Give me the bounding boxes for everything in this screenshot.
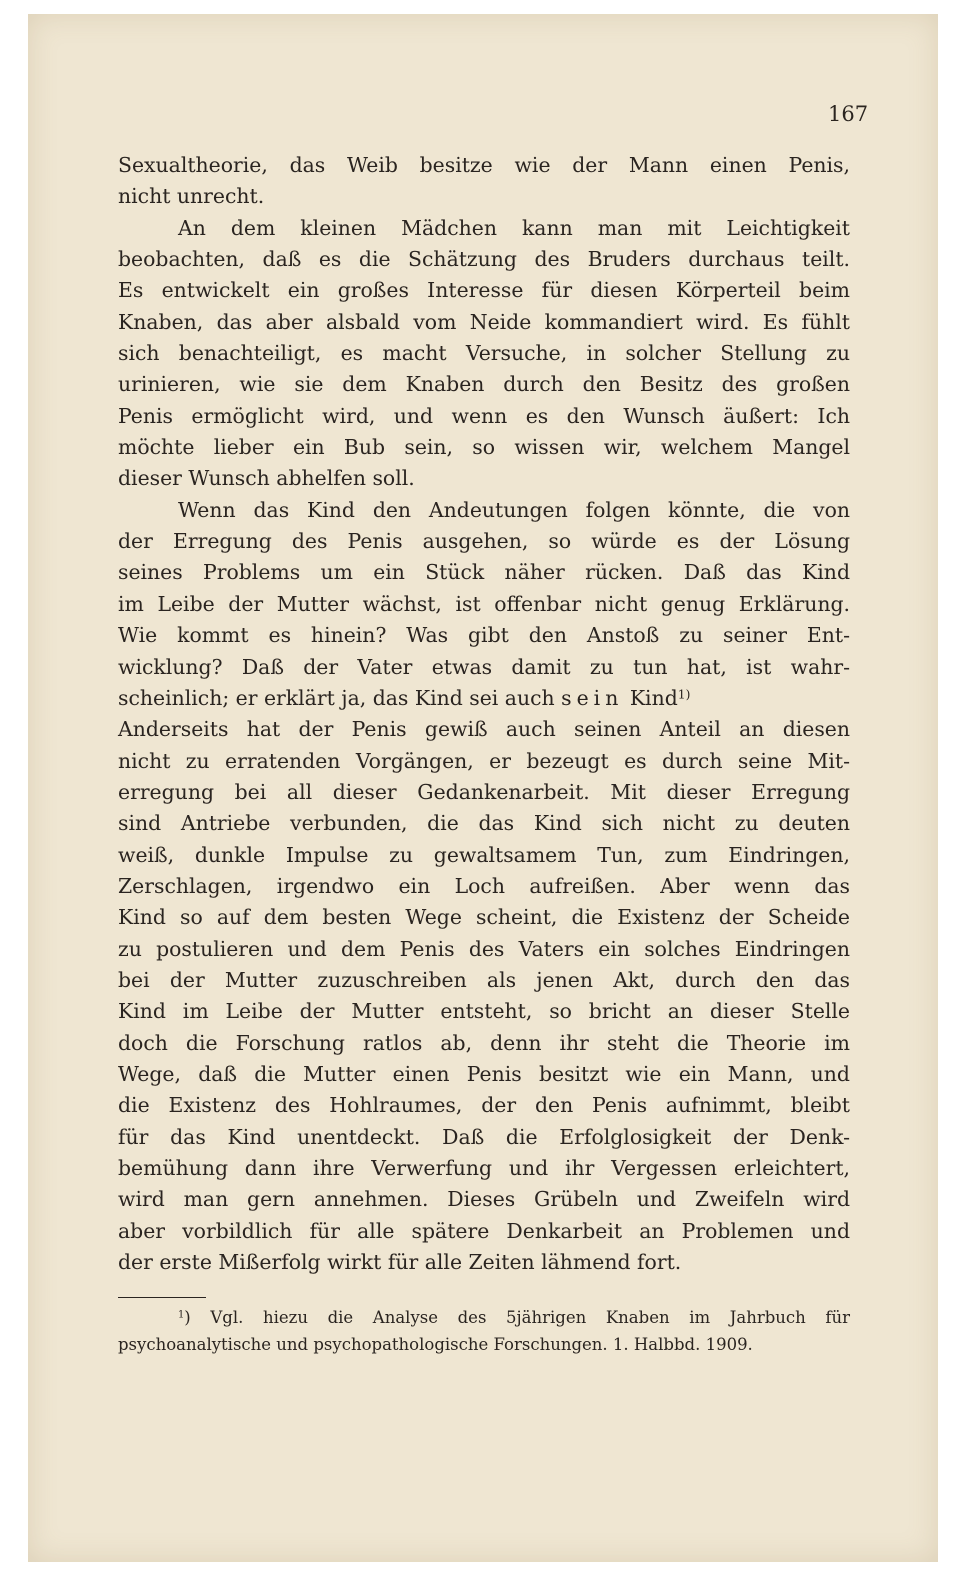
text-line: im Leibe der Mutter wächst, ist offenbar nicht genug Erklärung. xyxy=(118,591,850,616)
text-line: die Existenz des Hohlraumes, der den Penis aufnimmt, bleibt xyxy=(118,1093,850,1118)
text-line: sich benachteiligt, es macht Versuche, in solcher Stellung zu xyxy=(118,341,850,366)
text-line: für das Kind unentdeckt. Daß die Erfolglosigkeit der Denk- xyxy=(118,1124,850,1149)
text-line: der Erregung des Penis ausgehen, so würde es der Lösung xyxy=(118,529,850,554)
footnote-divider xyxy=(118,1297,206,1298)
text-fragment: Kind xyxy=(629,685,678,710)
footnote-line: psychoanalytische und psychopathologische Forschungen. 1. Halbbd. 1909. xyxy=(118,1335,753,1354)
body-text xyxy=(118,150,850,1278)
text-line: Wege, daß die Mutter einen Penis besitzt wie ein Mann, und xyxy=(118,1061,850,1086)
text-line: Kind im Leibe der Mutter entsteht, so bricht an dieser Stelle xyxy=(118,999,850,1024)
text-line: Wie kommt es hinein? Was gibt den Anstoß zu seiner Ent- xyxy=(118,623,850,648)
text-line: weiß, dunkle Impulse zu gewaltsamem Tun, zum Eindringen, xyxy=(118,842,850,867)
text-line: Zerschlagen, irgendwo ein Loch aufreißen. Aber wenn das xyxy=(118,873,850,898)
text-line: erregung bei all dieser Gedankenarbeit. Mit dieser Erregung xyxy=(118,779,850,804)
footnote-reference[interactable]: 1) xyxy=(677,687,691,702)
text-line: An dem kleinen Mädchen kann man mit Leichtigkeit xyxy=(178,215,850,240)
page-number: 167 xyxy=(828,102,869,126)
text-line: sind Antriebe verbunden, die das Kind sich nicht zu deuten xyxy=(118,811,850,836)
text-line: wicklung? Daß der Vater etwas damit zu tun hat, ist wahr- xyxy=(118,654,850,679)
emphasized-word: sein xyxy=(561,685,624,710)
text-fragment: scheinlich; er erklärt ja, das Kind sei auch xyxy=(118,685,555,710)
text-line-footnote-ref xyxy=(118,683,850,714)
text-line: bei der Mutter zuzuschreiben als jenen Akt, durch den das xyxy=(118,967,850,992)
text-line: nicht unrecht. xyxy=(118,184,265,209)
text-line: möchte lieber ein Bub sein, so wissen wir, welchem Mangel xyxy=(118,435,850,460)
text-line: Es entwickelt ein großes Interesse für diesen Körperteil beim xyxy=(118,278,850,303)
text-line: bemühung dann ihre Verwerfung und ihr Vergessen erleichtert, xyxy=(118,1156,850,1180)
text-line: der erste Mißerfolg wirkt für alle Zeiten lähmend fort. xyxy=(118,1250,682,1275)
footnote-text: Vgl. hiezu die Analyse des 5jährigen Knaben im Jahrbuch für xyxy=(210,1308,850,1327)
text-line: seines Problems um ein Stück näher rücken. Daß das Kind xyxy=(118,560,850,585)
text-line: beobachten, daß es die Schätzung des Bruders durchaus teilt. xyxy=(118,247,850,272)
text-line: doch die Forschung ratlos ab, denn ihr steht die Theorie im xyxy=(118,1030,850,1055)
text-line: zu postulieren und dem Penis des Vaters ein solches Eindringen xyxy=(118,936,850,961)
text-line: Knaben, das aber alsbald vom Neide kommandiert wird. Es fühlt xyxy=(118,309,850,334)
text-line: dieser Wunsch abhelfen soll. xyxy=(118,466,415,491)
footnote-marker: 1 xyxy=(178,1309,185,1321)
text-line: Penis ermöglicht wird, und wenn es den Wunsch äußert: Ich xyxy=(118,403,850,428)
text-line: urinieren, wie sie dem Knaben durch den Besitz des großen xyxy=(118,372,850,397)
text-line: nicht zu erratenden Vorgängen, er bezeugt es durch seine Mit- xyxy=(118,748,850,773)
text-line: Wenn das Kind den Andeutungen folgen könnte, die von xyxy=(178,497,850,522)
text-line: Sexualtheorie, das Weib besitze wie der Mann einen Penis, xyxy=(118,153,850,177)
text-line: wird man gern annehmen. Dieses Grübeln und Zweifeln wird xyxy=(118,1187,850,1212)
footnote-line: $^1$) Vgl. hiezu die Analyse des 5jährigen Knaben im Jahrbuch für xyxy=(178,1308,850,1327)
text-line: aber vorbildlich für alle spätere Denkarbeit an Problemen und xyxy=(118,1218,850,1243)
text-line: Kind so auf dem besten Wege scheint, die Existenz der Scheide xyxy=(118,905,850,930)
text-line: Anderseits hat der Penis gewiß auch seinen Anteil an diesen xyxy=(118,717,850,742)
footnote xyxy=(118,1304,850,1358)
